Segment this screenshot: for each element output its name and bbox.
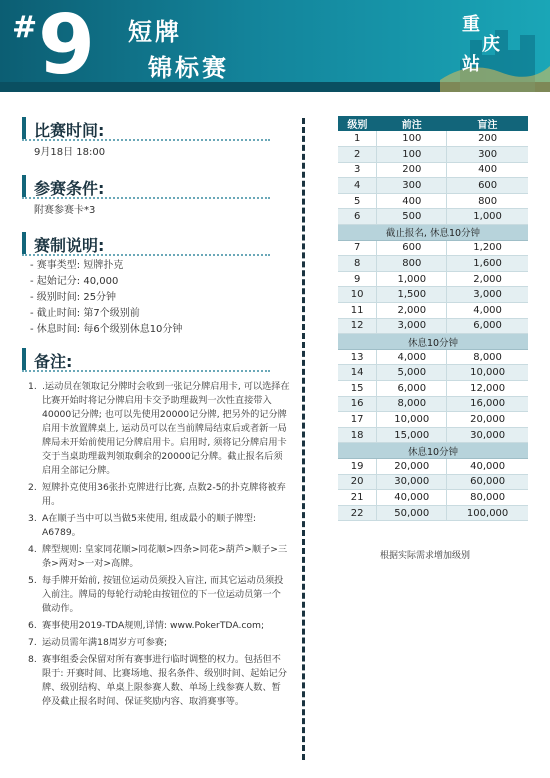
rules-section-bar xyxy=(22,232,26,254)
note-text: 赛事组委会保留对所有赛事进行临时调整的权力。包括但不限于: 开赛时间、比赛场地、报名条件、级别时间、起始记分牌、级别结构、单桌上限参赛人数、单场上线参赛人数、暂停及截止报名时间、保证奖励内容、取消赛事等。 xyxy=(42,654,287,707)
note-item xyxy=(28,481,290,509)
cell-ante: 10,000 xyxy=(377,412,447,428)
cell-ante: 6,000 xyxy=(377,381,447,397)
table-row xyxy=(338,365,528,381)
cell-level: 11 xyxy=(338,303,377,319)
note-number: 5. xyxy=(28,575,37,586)
table-row xyxy=(338,162,528,178)
event-hash: # xyxy=(12,10,38,45)
cell-ante: 20,000 xyxy=(377,458,447,474)
cell-level: 9 xyxy=(338,271,377,287)
time-value: 9月18日 18:00 xyxy=(34,147,106,158)
cell-blind: 16,000 xyxy=(447,396,528,412)
cell-ante: 1,500 xyxy=(377,287,447,303)
rules-item: - 休息时间: 每6个级别休息10分钟 xyxy=(30,324,183,335)
table-row xyxy=(338,427,528,443)
break-row xyxy=(338,225,528,241)
notes-title: 备注: xyxy=(34,352,73,371)
cell-blind: 8,000 xyxy=(447,349,528,365)
table-row xyxy=(338,147,528,163)
rules-item: - 截止时间: 第7个级别前 xyxy=(30,308,140,319)
note-text: 赛事使用2019-TDA规则,详情: www.PokerTDA.com; xyxy=(42,620,265,631)
cell-blind: 1,200 xyxy=(447,240,528,256)
note-item xyxy=(28,636,290,650)
cell-ante: 600 xyxy=(377,240,447,256)
table-row xyxy=(338,256,528,272)
note-number: 3. xyxy=(28,513,37,524)
cell-ante: 800 xyxy=(377,256,447,272)
cell-ante: 2,000 xyxy=(377,303,447,319)
cell-level: 3 xyxy=(338,162,377,178)
cell-ante: 1,000 xyxy=(377,271,447,287)
cell-level: 15 xyxy=(338,381,377,397)
cell-blind: 40,000 xyxy=(447,458,528,474)
notes-list xyxy=(28,380,290,712)
cell-blind: 20,000 xyxy=(447,412,528,428)
cell-blind: 3,000 xyxy=(447,287,528,303)
cell-ante: 400 xyxy=(377,193,447,209)
table-row xyxy=(338,381,528,397)
cell-blind: 800 xyxy=(447,193,528,209)
note-text: 每手牌开始前, 按钮位运动员须投入盲注, 而其它运动员须投入前注。牌局的每轮行动轮由按钮位的下一位运动员第一个做动作。 xyxy=(42,575,284,614)
rules-item: - 赛事类型: 短牌扑克 xyxy=(30,260,124,271)
cell-blind: 1,600 xyxy=(447,256,528,272)
note-number: 4. xyxy=(28,544,37,555)
cell-ante: 50,000 xyxy=(377,505,447,521)
table-row xyxy=(338,303,528,319)
condition-value: 附赛参赛卡*3 xyxy=(34,205,96,216)
note-item xyxy=(28,574,290,616)
column-divider xyxy=(302,118,305,760)
table-row xyxy=(338,349,528,365)
header-blind: 盲注 xyxy=(447,116,528,131)
event-title-line1: 短牌 xyxy=(128,18,182,46)
cell-level: 6 xyxy=(338,209,377,225)
cell-level: 12 xyxy=(338,318,377,334)
rules-item: - 起始记分: 40,000 xyxy=(30,276,119,287)
table-row xyxy=(338,505,528,521)
cell-blind: 100,000 xyxy=(447,505,528,521)
table-row xyxy=(338,240,528,256)
cell-level: 13 xyxy=(338,349,377,365)
break-row xyxy=(338,334,528,350)
condition-divider xyxy=(22,197,270,199)
city-char-1: 重 xyxy=(462,14,480,35)
event-title-line2: 锦标赛 xyxy=(148,54,229,82)
city-char-3: 站 xyxy=(462,54,480,75)
cell-blind: 400 xyxy=(447,162,528,178)
cell-ante: 100 xyxy=(377,131,447,147)
condition-section-bar xyxy=(22,175,26,197)
table-row xyxy=(338,412,528,428)
note-item xyxy=(28,619,290,633)
cell-blind: 200 xyxy=(447,131,528,147)
note-text: 运动员需年满18周岁方可参赛; xyxy=(42,637,168,648)
cell-level: 5 xyxy=(338,193,377,209)
note-number: 6. xyxy=(28,620,37,631)
rules-item: - 级别时间: 25分钟 xyxy=(30,292,117,303)
note-text: .运动员在领取记分牌时会收到一张记分牌启用卡, 可以选择在比赛开始时将记分牌启用卡交予助理裁判一次性直接带入40000记分牌; 也可以先使用20000记分牌, 把另外的记分牌启用卡放置牌桌上, 运动员可以在当前牌局结束后或者新一局牌局未开始前使用记分牌启用卡。启用时, 须将记分牌启用卡交于当桌助理裁判领取剩余的20000记分牌。截止报名后须启用全部记分牌。 xyxy=(42,381,290,476)
table-row xyxy=(338,396,528,412)
cell-ante: 5,000 xyxy=(377,365,447,381)
cell-level: 1 xyxy=(338,131,377,147)
table-row xyxy=(338,458,528,474)
note-item xyxy=(28,380,290,478)
note-item xyxy=(28,512,290,540)
cell-level: 16 xyxy=(338,396,377,412)
note-number: 7. xyxy=(28,637,37,648)
rules-title: 赛制说明: xyxy=(34,236,105,255)
table-row xyxy=(338,193,528,209)
table-row xyxy=(338,287,528,303)
cell-ante: 200 xyxy=(377,162,447,178)
break-row xyxy=(338,443,528,459)
note-item xyxy=(28,653,290,709)
cell-ante: 100 xyxy=(377,147,447,163)
city-char-2: 庆 xyxy=(482,34,500,55)
cell-level: 4 xyxy=(338,178,377,194)
note-text: 短牌扑克使用36张扑克牌进行比赛, 点数2-5的扑克牌将被弃用。 xyxy=(42,482,286,507)
cell-blind: 10,000 xyxy=(447,365,528,381)
break-label: 休息10分钟 xyxy=(338,443,528,459)
cell-level: 20 xyxy=(338,474,377,490)
condition-title: 参赛条件: xyxy=(34,179,105,198)
header-banner xyxy=(0,0,550,92)
cell-ante: 500 xyxy=(377,209,447,225)
notes-section-bar xyxy=(22,348,26,370)
note-item xyxy=(28,543,290,571)
cell-level: 7 xyxy=(338,240,377,256)
cell-blind: 600 xyxy=(447,178,528,194)
cell-blind: 300 xyxy=(447,147,528,163)
time-divider xyxy=(22,139,270,141)
cell-level: 10 xyxy=(338,287,377,303)
time-title: 比赛时间: xyxy=(34,121,105,140)
cell-level: 2 xyxy=(338,147,377,163)
table-footnote: 根据实际需求增加级别 xyxy=(380,551,471,561)
cell-level: 22 xyxy=(338,505,377,521)
city-badge xyxy=(440,0,550,92)
time-section-bar xyxy=(22,117,26,139)
blind-structure-table xyxy=(338,116,528,521)
cell-blind: 6,000 xyxy=(447,318,528,334)
cell-level: 18 xyxy=(338,427,377,443)
table-row xyxy=(338,490,528,506)
table-body xyxy=(338,131,528,521)
cell-level: 17 xyxy=(338,412,377,428)
table-row xyxy=(338,209,528,225)
table-row xyxy=(338,178,528,194)
cell-ante: 4,000 xyxy=(377,349,447,365)
cell-ante: 3,000 xyxy=(377,318,447,334)
break-label: 休息10分钟 xyxy=(338,334,528,350)
notes-divider xyxy=(22,370,270,372)
event-number: 9 xyxy=(38,0,96,92)
header-level: 级别 xyxy=(338,116,377,131)
cell-blind: 60,000 xyxy=(447,474,528,490)
cell-ante: 40,000 xyxy=(377,490,447,506)
table-header-row xyxy=(338,116,528,131)
cell-blind: 80,000 xyxy=(447,490,528,506)
cell-level: 21 xyxy=(338,490,377,506)
cell-ante: 15,000 xyxy=(377,427,447,443)
cell-ante: 8,000 xyxy=(377,396,447,412)
cell-blind: 30,000 xyxy=(447,427,528,443)
cell-level: 19 xyxy=(338,458,377,474)
header-ante: 前注 xyxy=(377,116,447,131)
rules-list xyxy=(30,258,182,338)
table-row xyxy=(338,474,528,490)
rules-divider xyxy=(22,254,270,256)
cell-level: 8 xyxy=(338,256,377,272)
cell-blind: 2,000 xyxy=(447,271,528,287)
cell-blind: 1,000 xyxy=(447,209,528,225)
note-number: 8. xyxy=(28,654,37,665)
table-row xyxy=(338,318,528,334)
note-number: 1. xyxy=(28,381,37,392)
cell-ante: 300 xyxy=(377,178,447,194)
cell-blind: 12,000 xyxy=(447,381,528,397)
note-text: 牌型规则: 皇家同花顺>同花顺>四条>同花>葫芦>顺子>三条>两对>一对>高牌。 xyxy=(42,544,288,569)
cell-ante: 30,000 xyxy=(377,474,447,490)
note-text: A在顺子当中可以当做5来使用, 组成最小的顺子牌型: A6789。 xyxy=(42,513,257,538)
note-number: 2. xyxy=(28,482,37,493)
cell-blind: 4,000 xyxy=(447,303,528,319)
cell-level: 14 xyxy=(338,365,377,381)
table-row xyxy=(338,131,528,147)
break-label: 截止报名, 休息10分钟 xyxy=(338,225,528,241)
table-row xyxy=(338,271,528,287)
